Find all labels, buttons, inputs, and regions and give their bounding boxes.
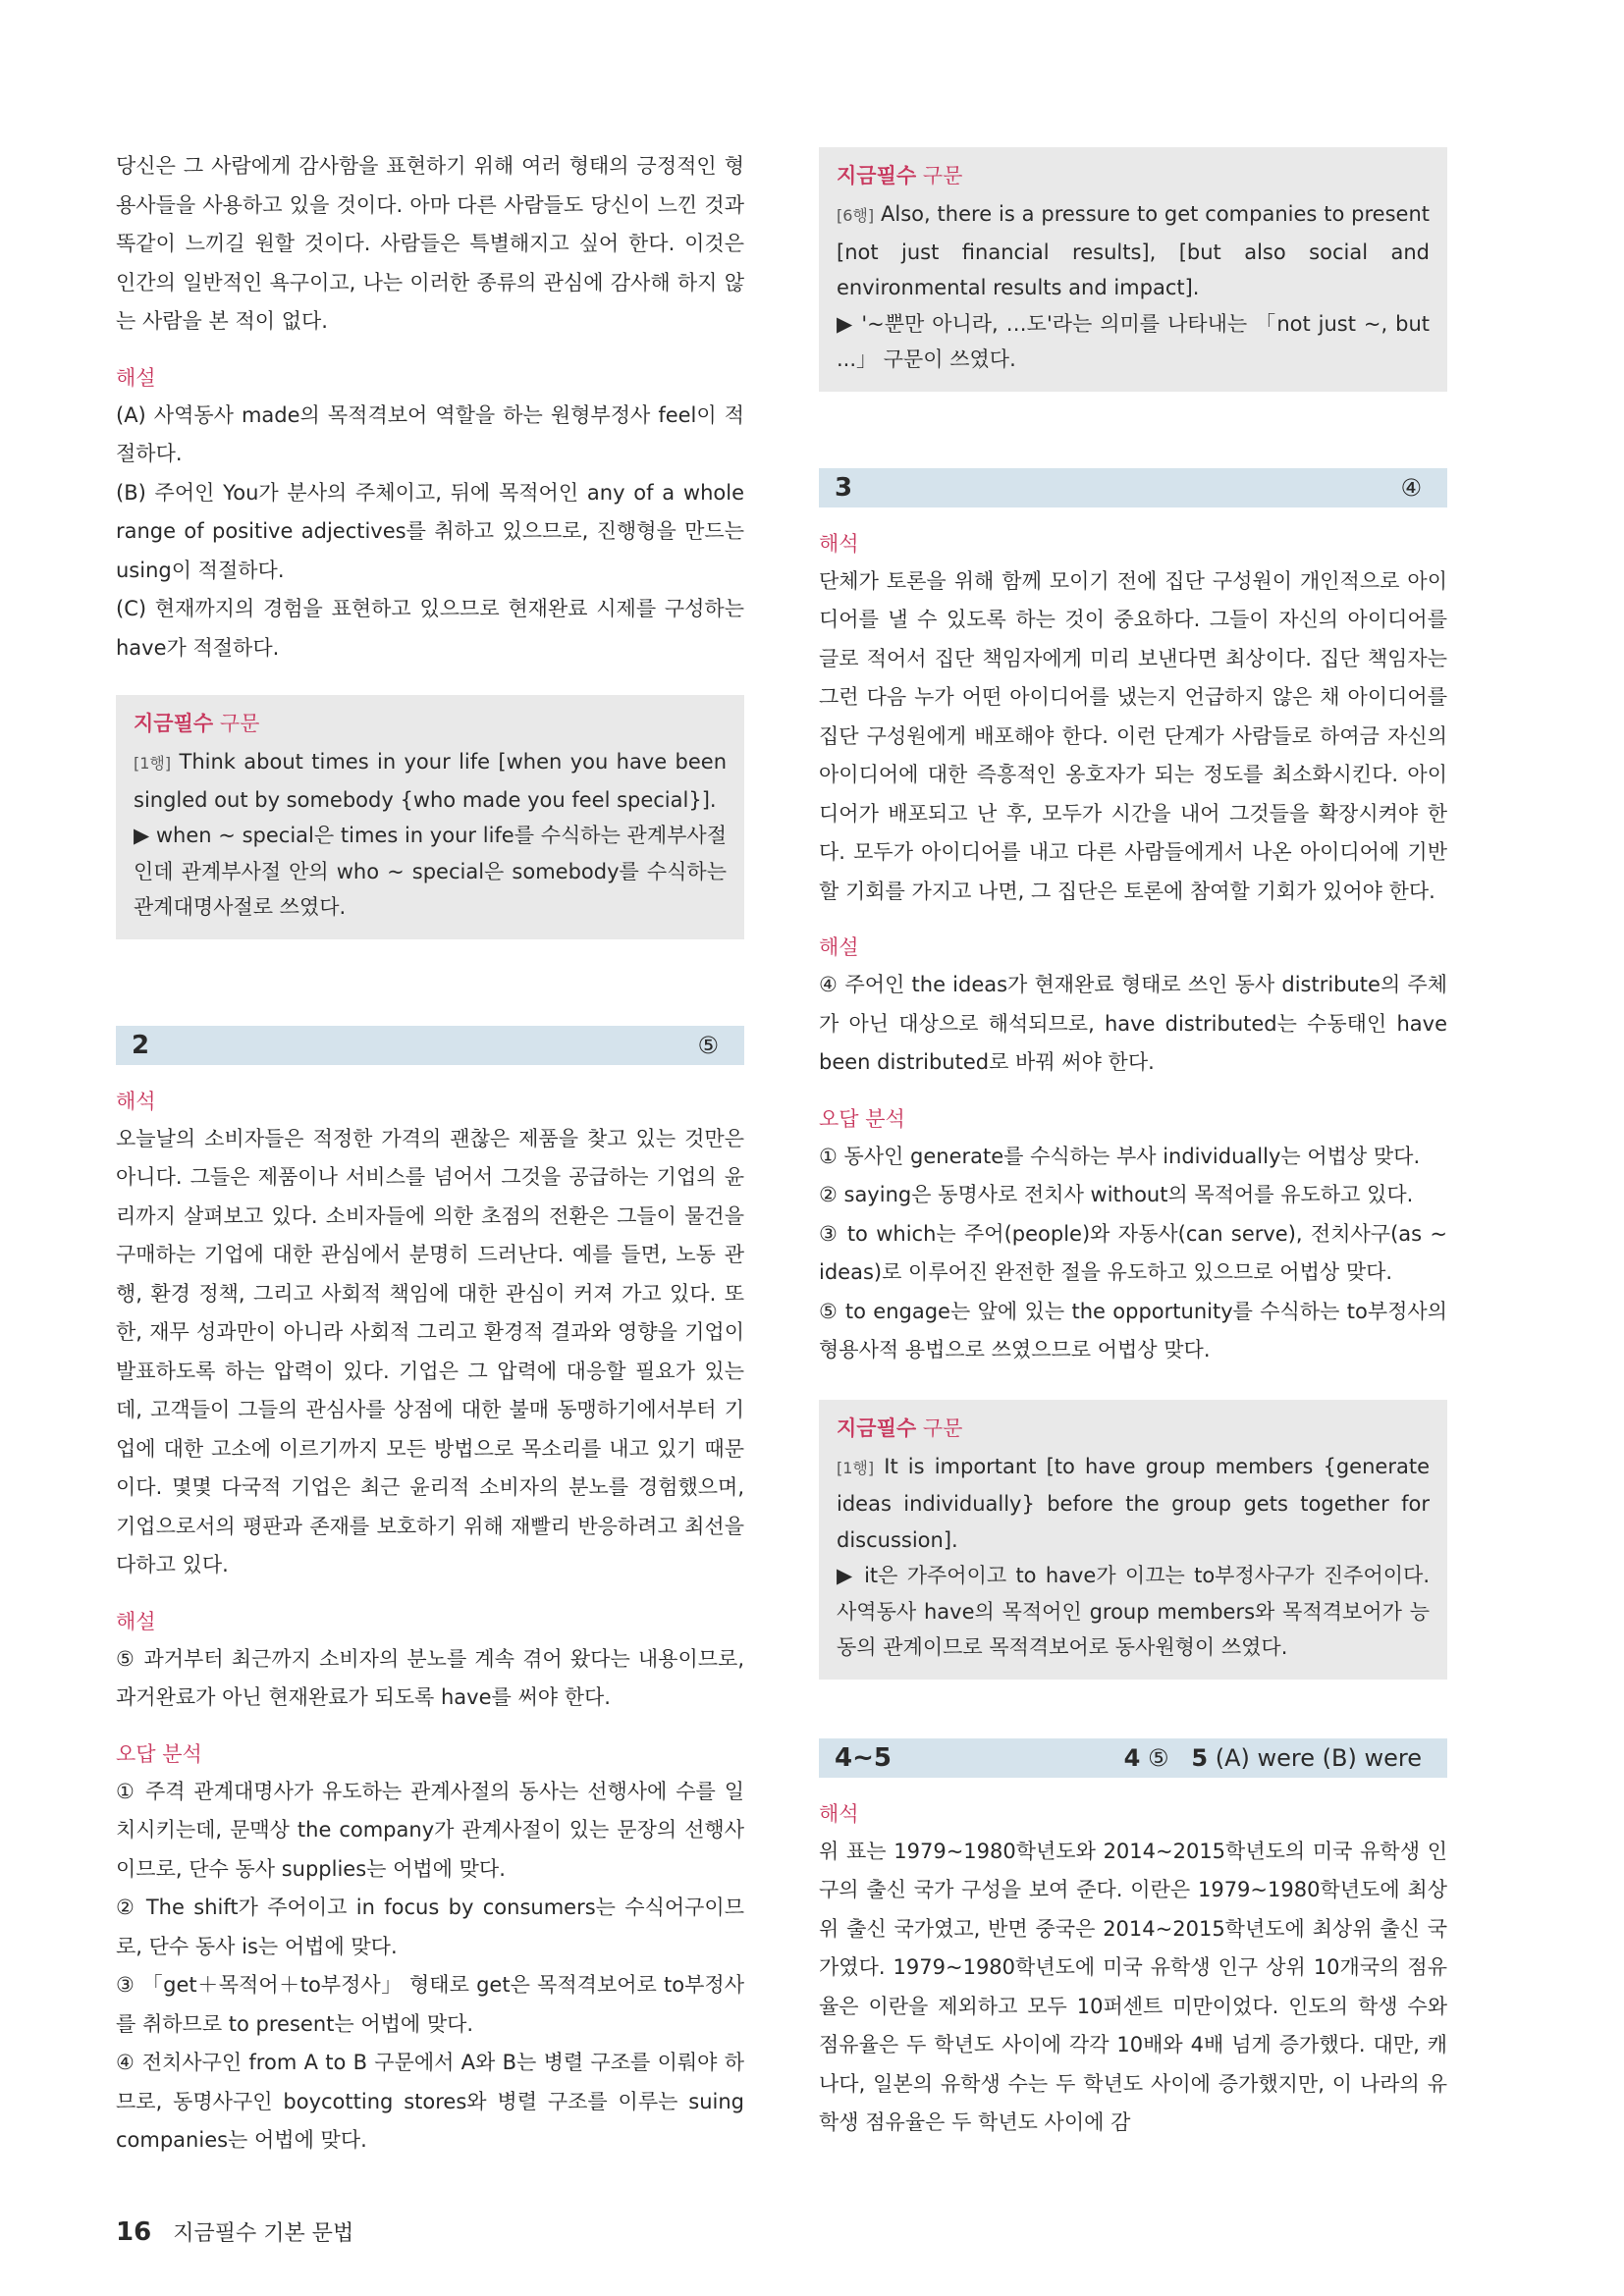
section-answers: 4 ⑤ 5 (A) were (B) were (1123, 1743, 1422, 1772)
section-number: 3 (835, 472, 853, 503)
section-3-explanation: ④ 주어인 the ideas가 현재완료 형태로 쓰인 동사 distribute의 주체가 아닌 대상으로 해석되므로, have distributed는 수동태인 have been distributed로 바꿔 써야 한다. (819, 973, 1447, 1074)
intro-translation: 당신은 그 사람에게 감사함을 표현하기 위해 여러 형태의 긍정적인 형용사들을 사용하고 있을 것이다. 아마 다른 사람들도 당신이 느낀 것과 똑같이 느끼길 원할 것이다. 사람들은 특별해지고 싶어 한다. 이것은 인간의 일반적인 욕구이고, 나는 이러한 종류의 관심에 감사해 하지 않는 사람을 본 적이 없다. (116, 154, 744, 333)
section-number: 2 (132, 1030, 150, 1060)
haeseok-label: 해석 (819, 531, 859, 556)
right-column (819, 147, 1447, 2143)
syntax-example: [1행] Think about times in your life [when you have been singled out by somebody {who made you feel special}]. (134, 750, 727, 812)
syntax-example: [1행] It is important [to have group members {generate ideas individually} before the group gets together for discussion]. (837, 1454, 1430, 1552)
haeseok-label: 해석 (116, 1089, 156, 1113)
odap-item-1: ① 동사인 generate를 수식하는 부사 individually는 어법상 맞다. (819, 1144, 1421, 1168)
section-4-5-translation: 위 표는 1979~1980학년도와 2014~2015학년도의 미국 유학생 인구의 출신 국가 구성을 보여 준다. 이란은 1979~1980학년도에 최상위 출신 국가였고, 반면 중국은 2014~2015학년도에 최상위 출신 국가였다. 1979~1980학년도에 미국 유학생 인구 상위 10개국의 점유율은 이란을 제외하고 모두 10퍼센트 미만이었다. 인도의 학생 수와 점유율은 두 학년도 사이에 각각 10배와 4배 넘게 증가했다. 대만, 캐나다, 일본의 유학생 수는 두 학년도 사이에 증가했지만, 이 나라의 유학생 점유율은 두 학년도 사이에 감 (819, 1839, 1447, 2134)
odap-item-2: ② saying은 동명사로 전치사 without의 목적어를 유도하고 있다. (819, 1183, 1414, 1206)
syntax-example: [6행] Also, there is a pressure to get companies to present [not just financial results], [but also social and environmental results and impact]. (837, 202, 1430, 299)
line-tag: [1행] (837, 1458, 875, 1477)
syntax-note: ▶ when ~ special은 times in your life를 수식하는 관계부사절인데 관계부사절 안의 who ~ special은 somebody를 수식하는 관계대명사절로 쓰였다. (134, 824, 727, 919)
syntax-box-heading: 지금필수 구문 (837, 164, 963, 187)
haeseok-label: 해석 (819, 1801, 859, 1826)
line-tag: [1행] (134, 754, 172, 773)
book-title: 지금필수 기본 문법 (173, 2221, 354, 2246)
line-tag: [6행] (837, 206, 875, 225)
section-2-translation: 오늘날의 소비자들은 적정한 가격의 괜찮은 제품을 찾고 있는 것만은 아니다. 그들은 제품이나 서비스를 넘어서 그것을 공급하는 기업의 윤리까지 살펴보고 있다. 소비자들에 의한 초점의 전환은 그들이 물건을 구매하는 기업에 대한 관심에서 분명히 드러난다. 예를 들면, 노동 관행, 환경 정책, 그리고 사회적 책임에 대한 관심이 커져 가고 있다. 또한, 재무 성과만이 아니라 사회적 그리고 환경적 결과와 영향을 기업이 발표하도록 하는 압력이 있다. 기업은 그 압력에 대응할 필요가 있는데, 고객들이 그들의 관심사를 상점에 대한 불매 동맹하기에서부터 기업에 대한 고소에 이르기까지 모든 방법으로 목소리를 내고 있기 때문이다. 몇몇 다국적 기업은 최근 윤리적 소비자의 분노를 경험했으며, 기업으로서의 평판과 존재를 보호하기 위해 재빨리 반응하려고 최선을 다하고 있다. (116, 1126, 744, 1576)
syntax-box-3 (819, 1400, 1447, 1680)
left-column (116, 147, 744, 2161)
haeseol-label: 해설 (819, 935, 859, 959)
section-2-header (116, 1026, 744, 1065)
haeseol-label: 해설 (116, 1609, 156, 1633)
section-2-explanation: ⑤ 과거부터 최근까지 소비자의 분노를 계속 겪어 왔다는 내용이므로, 과거완료가 아닌 현재완료가 되도록 have를 써야 한다. (116, 1646, 744, 1709)
syntax-box-heading: 지금필수 구문 (837, 1415, 963, 1440)
section-number: 4~5 (835, 1742, 892, 1773)
odap-label: 오답 분석 (116, 1741, 202, 1766)
odap-item-3: ③ 「get＋목적어＋to부정사」 형태로 get은 목적격보어로 to부정사를 취하므로 to present는 어법에 맞다. (116, 1973, 744, 2036)
section-answer: ⑤ (697, 1031, 719, 1059)
odap-label: 오답 분석 (819, 1106, 905, 1131)
odap-item-3: ③ to which는 주어(people)와 자동사(can serve), 전치사구(as ~ ideas)로 이루어진 완전한 절을 유도하고 있으므로 어법상 맞다. (819, 1221, 1447, 1284)
odap-item-2: ② The shift가 주어이고 in focus by consumers는 수식어구이므로, 단수 동사 is는 어법에 맞다. (116, 1896, 744, 1958)
haeseol-b: (B) 주어인 You가 분사의 주체이고, 뒤에 목적어인 any of a whole range of positive adjectives를 취하고 있으므로, 진행형을 만드는 using이 적절하다. (116, 480, 744, 582)
syntax-box-1 (116, 695, 744, 939)
section-3-header (819, 468, 1447, 507)
haeseol-a: (A) 사역동사 made의 목적격보어 역할을 하는 원형부정사 feel이 적절하다. (116, 402, 744, 465)
syntax-note: ▶ '~뿐만 아니라, …도'라는 의미를 나타내는 「not just ~, but ...」 구문이 쓰였다. (837, 311, 1430, 371)
section-3-translation: 단체가 토론을 위해 함께 모이기 전에 집단 구성원이 개인적으로 아이디어를 낼 수 있도록 하는 것이 중요하다. 그들이 자신의 아이디어를 글로 적어서 집단 책임자에게 미리 보낸다면 최상이다. 집단 책임자는 그런 다음 누가 어떤 아이디어를 냈는지 언급하지 않은 채 아이디어를 집단 구성원에게 배포해야 한다. 이런 단계가 사람들로 하여금 자신의 아이디어에 대한 즉흥적인 옹호자가 되는 정도를 최소화시킨다. 아이디어가 배포되고 난 후, 모두가 시간을 내어 그것들을 확장시켜야 한다. 모두가 아이디어를 내고 다른 사람들에게서 나온 아이디어에 기반할 기회를 가지고 나면, 그 집단은 토론에 참여할 기회가 있어야 한다. (819, 568, 1447, 903)
haeseol-c: (C) 현재까지의 경험을 표현하고 있으므로 현재완료 시제를 구성하는 have가 적절하다. (116, 597, 744, 660)
section-answer: ④ (1400, 473, 1422, 502)
page-footer (116, 2216, 353, 2247)
syntax-box-2 (819, 147, 1447, 392)
syntax-note: ▶ it은 가주어이고 to have가 이끄는 to부정사구가 진주어이다. 사역동사 have의 목적어인 group members와 목적격보어가 능동의 관계이므로 목적격보어로 동사원형이 쓰였다. (837, 1564, 1430, 1659)
odap-item-5: ⑤ to engage는 앞에 있는 the opportunity를 수식하는 to부정사의 형용사적 용법으로 쓰였으므로 어법상 맞다. (819, 1299, 1447, 1362)
haeseol-label: 해설 (116, 365, 156, 390)
syntax-box-heading: 지금필수 구문 (134, 712, 260, 735)
odap-item-4: ④ 전치사구인 from A to B 구문에서 A와 B는 병렬 구조를 이뤄야 하므로, 동명사구인 boycotting stores와 병렬 구조를 이루는 suing companies는 어법에 맞다. (116, 2051, 744, 2152)
page-number: 16 (116, 2217, 152, 2247)
section-4-5-header (819, 1738, 1447, 1778)
odap-item-1: ① 주격 관계대명사가 유도하는 관계사절의 동사는 선행사에 수를 일치시키는데, 문맥상 the company가 관계사절이 있는 문장의 선행사이므로, 단수 동사 supplies는 어법에 맞다. (116, 1779, 744, 1881)
